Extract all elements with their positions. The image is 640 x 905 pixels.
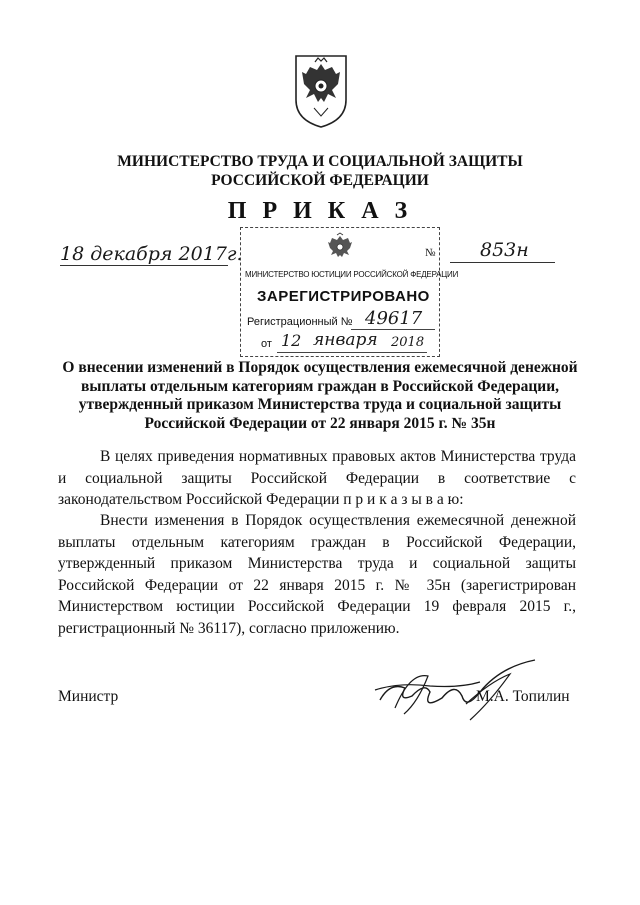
stamp-reg-number: 49617 bbox=[365, 308, 423, 329]
signer-position: Министр bbox=[58, 688, 119, 705]
stamp-ministry-line: МИНИСТЕРСТВО ЮСТИЦИИ РОССИЙСКОЙ ФЕДЕРАЦИИ bbox=[245, 270, 459, 279]
stamp-date-year: 2018 bbox=[391, 335, 425, 350]
signer-name: М.А. Топилин bbox=[476, 688, 570, 705]
stamp-date-underline bbox=[277, 352, 427, 353]
stamp-reg-number-label: Регистрационный № bbox=[247, 316, 353, 328]
stamp-emblem-icon bbox=[327, 232, 353, 264]
ministry-name-line1: МИНИСТЕРСТВО ТРУДА И СОЦИАЛЬНОЙ ЗАЩИТЫ bbox=[117, 153, 523, 170]
stamp-date-month: января bbox=[313, 330, 378, 350]
number-underline bbox=[450, 262, 555, 263]
order-number: 853н bbox=[480, 239, 529, 261]
stamp-date-day: 12 bbox=[281, 331, 302, 350]
registration-stamp bbox=[240, 227, 459, 357]
order-title: О внесении изменений в Порядок осуществления ежемесячной денежной выплаты отдельным категориям граждан в Российской Федерации, утвержденный приказом Министерства труда и социальной защиты Российской Федерации от 22 января 2015 г. № 35н bbox=[62, 359, 578, 432]
stamp-registered-label: ЗАРЕГИСТРИРОВАНО bbox=[257, 288, 430, 305]
stamp-date-prefix: от bbox=[261, 338, 272, 350]
operative-paragraph: Внести изменения в Порядок осуществления ежемесячной денежной выплаты отдельным категориям граждан в Российской Федерации, утвержденный приказом Министерства труда и социальной защиты Российской Федерации от 22 января 2015 г. № 35н (зарегистрирован Министерством юстиции Российской Федерации 19 февраля 2015 г., регистрационный № 36117), согласно приложению. bbox=[58, 512, 576, 637]
date-underline bbox=[60, 265, 228, 266]
order-date: 18 декабря 2017г. bbox=[60, 243, 243, 265]
preamble-paragraph: В целях приведения нормативных правовых актов Министерства труда и социальной защиты Российской Федерации в соответствие с законодательством Российской Федерации п р и к а з ы в а ю: bbox=[58, 448, 576, 508]
coat-of-arms-icon bbox=[290, 50, 352, 130]
document-type-heading: П Р И К А З bbox=[227, 198, 413, 224]
ministry-name-line2: РОССИЙСКОЙ ФЕДЕРАЦИИ bbox=[211, 172, 429, 189]
number-sign: № bbox=[425, 247, 436, 259]
